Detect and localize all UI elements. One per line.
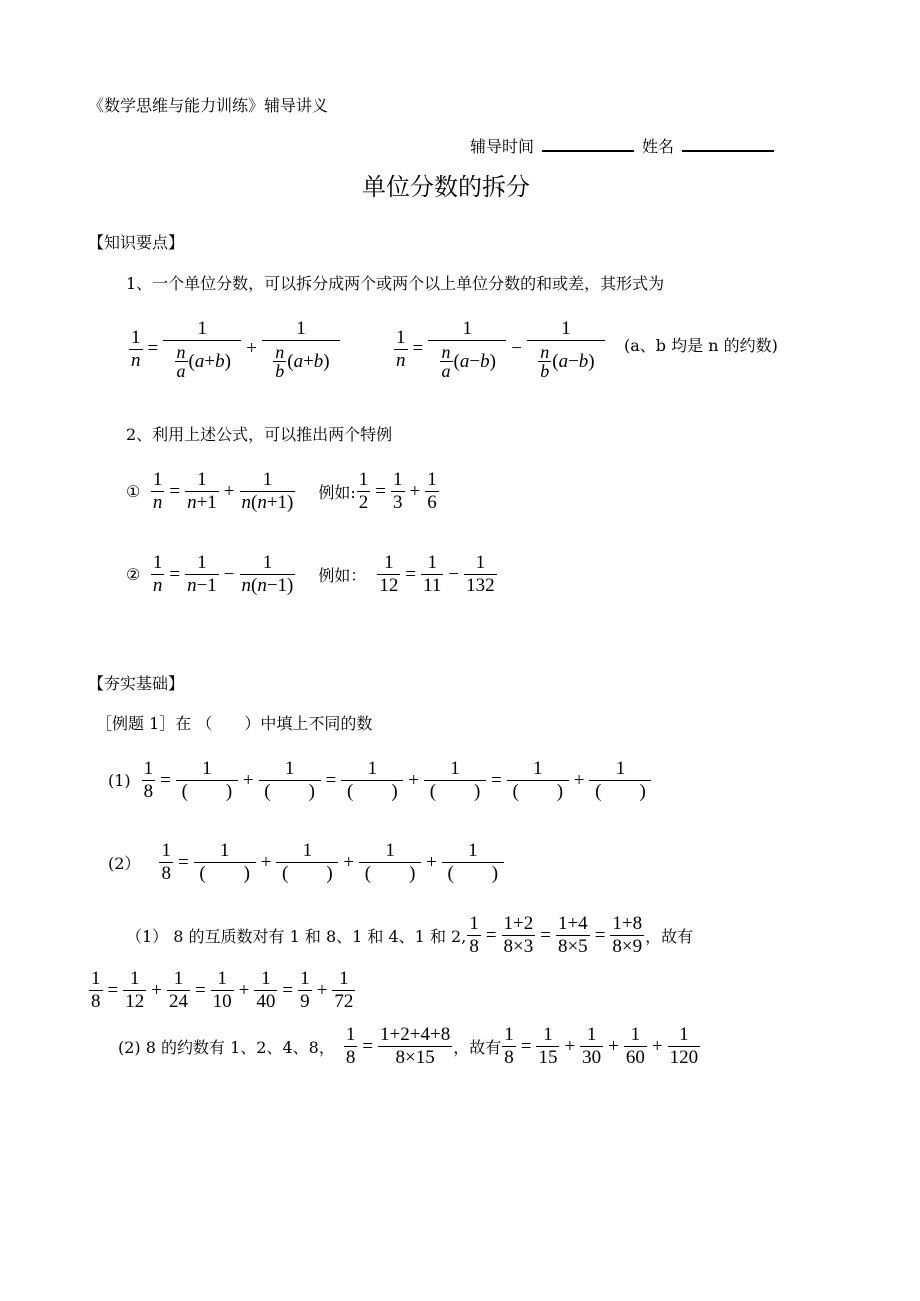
solution-2-tail: ，故有 <box>453 1038 502 1057</box>
frac-den: 24 <box>168 991 188 1012</box>
example-1-term1: 3 <box>393 492 403 513</box>
knowledge-point-1: 1、一个单位分数，可以拆分成两个或两个以上单位分数的和或差，其形式为 <box>126 274 665 293</box>
knowledge-point-2: 2、利用上述公式，可以推出两个特例 <box>126 425 393 444</box>
frac-num: 1+2 <box>503 913 534 934</box>
example-2-term1: 11 <box>423 575 442 596</box>
time-input-line[interactable] <box>542 136 634 152</box>
question-1-label: (1) <box>108 771 131 790</box>
example-2-term2: 132 <box>466 575 495 596</box>
solution-2-line: (2) 8 的约数有 1、2、4、8， $\frac{1}{8}$ = $\frac{1+2+4+8}{8\times 15}$ ，故有 $\frac{1}{8}$ = $\frac{1}{15}$ + $\frac{1}{30}$ + $\frac{1}{60}$ + $\frac{1}{120}$ <box>118 1024 699 1068</box>
page-title: 单位分数的拆分 <box>362 173 530 201</box>
frac-den: 15 <box>538 1047 558 1068</box>
frac-den: 8×15 <box>378 1046 452 1069</box>
time-label: 辅导时间 <box>470 137 535 156</box>
question-2: (2） $\frac{1}{8}$ = $\frac{1}{( )}$ + $\frac{1}{( )}$ + $\frac{1}{( )}$ + $\frac{1}{( )}$ <box>108 840 505 885</box>
case-2-marker: ② <box>126 565 141 584</box>
blank-4[interactable]: ( ) <box>424 780 486 803</box>
example-2-lhs: 12 <box>379 575 399 596</box>
formula-difference: $\frac{1}{n}$ = 1 $\frac{n}{a}$ (a−b) − 1 $\frac{n}{b}$ (a−b) <box>393 318 606 380</box>
solution-1-line: （1） 8 的互质数对有 1 和 8、1 和 4、1 和 2, $\frac{1}{8}$ = $\frac{1+2}{8\times 3}$ = $\frac{1+4}{8\times 5}$ = $\frac{1+8}{8\times 9}$ ，故有 <box>126 913 694 957</box>
name-label: 姓名 <box>642 137 675 156</box>
frac-den: 8×5 <box>557 936 588 957</box>
blank-1[interactable]: ( ) <box>176 780 238 803</box>
name-input-line[interactable] <box>682 136 774 152</box>
frac-den: 12 <box>125 991 145 1012</box>
blank-3[interactable]: ( ) <box>341 780 403 803</box>
example-1-title: ［例题 1］在 （ ）中填上不同的数 <box>96 714 373 733</box>
case-1-marker: ① <box>126 482 141 501</box>
blank-10[interactable]: ( ) <box>442 862 504 885</box>
blank-5[interactable]: ( ) <box>507 780 569 803</box>
example-1-label: 例如: <box>318 483 356 502</box>
example-1-lhs: 2 <box>358 492 369 513</box>
blank-7[interactable]: ( ) <box>194 862 256 885</box>
frac-num: 1+2+4+8 <box>380 1024 451 1045</box>
question-1: (1) $\frac{1}{8}$ = $\frac{1}{( )}$ + $\frac{1}{( )}$ = $\frac{1}{( )}$ + $\frac{1}{( )}$ = $\frac{1}{( )}$ + $\frac{1}{( )}$ <box>108 758 652 803</box>
blank-2[interactable]: ( ) <box>259 780 321 803</box>
blank-8[interactable]: ( ) <box>276 862 338 885</box>
frac-den: 60 <box>625 1047 645 1068</box>
example-1-term2: 6 <box>427 492 437 513</box>
blank-9[interactable]: ( ) <box>359 862 421 885</box>
blank-6[interactable]: ( ) <box>589 780 651 803</box>
frac-num: 1+4 <box>557 913 588 934</box>
special-case-2: ② $\frac{1}{n}$ = $\frac{1}{n-1}$ − $\frac{1}{n(n-1)}$ 例如： $\frac{1}{12}$ = $\frac{1}{11}$ − $\frac{1}{132}$ <box>126 552 495 596</box>
solution-1-tail: ，故有 <box>645 927 694 946</box>
frac-num: 1+8 <box>612 913 643 934</box>
frac-den: 9 <box>300 991 310 1012</box>
knowledge-heading: 【知识要点】 <box>88 233 185 252</box>
frac-den: 40 <box>256 991 276 1012</box>
formula-sum: $\frac{1}{n}$ = 1 $\frac{n}{a}$ (a+b) + 1 $\frac{n}{b}$ (a+b) <box>128 318 341 380</box>
basics-heading: 【夯实基础】 <box>88 674 185 693</box>
series-title: 《数学思维与能力训练》辅导讲义 <box>88 96 329 115</box>
frac-den: 8×9 <box>612 936 643 957</box>
frac-den: 10 <box>212 991 232 1012</box>
header-fields <box>470 136 782 157</box>
frac-den: 8×3 <box>503 936 534 957</box>
formula-note: (a、b 均是 n 的约数) <box>624 336 778 355</box>
solution-1-text: （1） 8 的互质数对有 1 和 8、1 和 4、1 和 2, <box>126 927 467 946</box>
solution-2-text: (2) 8 的约数有 1、2、4、8， <box>118 1038 335 1057</box>
frac-den: 120 <box>669 1047 699 1068</box>
question-2-label: (2） <box>108 854 141 873</box>
solution-1-result: $\frac{1}{8}$ = $\frac{1}{12}$ + $\frac{1}{24}$ = $\frac{1}{10}$ + $\frac{1}{40}$ = $\frac{1}{9}$ + $\frac{1}{72}$ <box>91 968 354 1012</box>
frac-den: 30 <box>582 1047 602 1068</box>
frac-den: 72 <box>334 991 354 1012</box>
special-case-1: ① $\frac{1}{n}$ = $\frac{1}{n+1}$ + $\frac{1}{n(n+1)}$ 例如: $\frac{1}{2}$ = $\frac{1}{3}$ + $\frac{1}{6}$ <box>126 469 437 513</box>
example-2-label: 例如： <box>318 566 367 585</box>
